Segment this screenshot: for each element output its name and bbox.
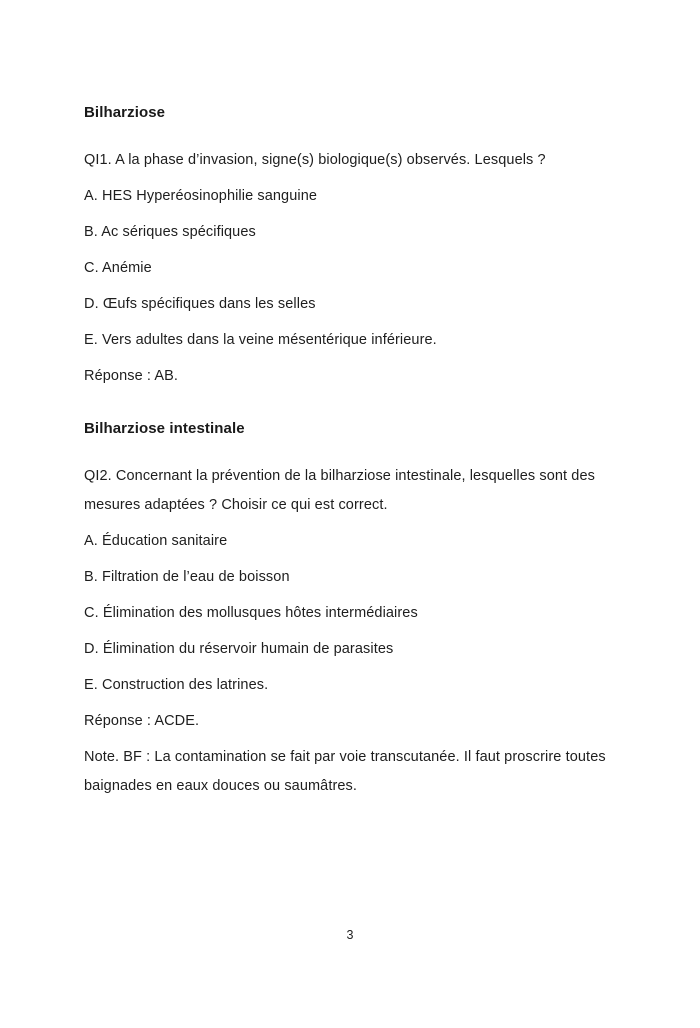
section2-option-b: B. Filtration de l’eau de boisson [84,569,290,585]
page-number: 3 [346,928,354,942]
section2-option-d: D. Élimination du réservoir humain de parasites [84,641,394,657]
section1-option-c: C. Anémie [84,260,152,276]
section1-option-a: A. HES Hyperéosinophilie sanguine [84,188,318,204]
section1-option-b: B. Ac sériques spécifiques [84,224,256,240]
section1-question: QI1. A la phase d’invasion, signe(s) biologique(s) observés. Lesquels ? [84,152,546,168]
section1-option-e: E. Vers adultes dans la veine mésentérique inférieure. [84,332,437,348]
section2-question: QI2. Concernant la prévention de la bilharziose intestinale, lesquelles sont des mesures adaptées ? Choisir ce qui est correct. [84,468,595,513]
section2-option-c: C. Élimination des mollusques hôtes intermédiaires [84,605,418,621]
section2-heading: Bilharziose intestinale [84,420,245,437]
section2-option-e: E. Construction des latrines. [84,677,269,693]
section2-answer: Réponse : ACDE. [84,713,200,729]
section1-option-d: D. Œufs spécifiques dans les selles [84,296,316,312]
section1-heading: Bilharziose [84,104,166,121]
section2-note: Note. BF : La contamination se fait par voie transcutanée. Il faut proscrire toutes baignades en eaux douces ou saumâtres. [84,749,606,794]
section2-option-a: A. Éducation sanitaire [84,533,228,549]
section1-answer: Réponse : AB. [84,368,178,384]
